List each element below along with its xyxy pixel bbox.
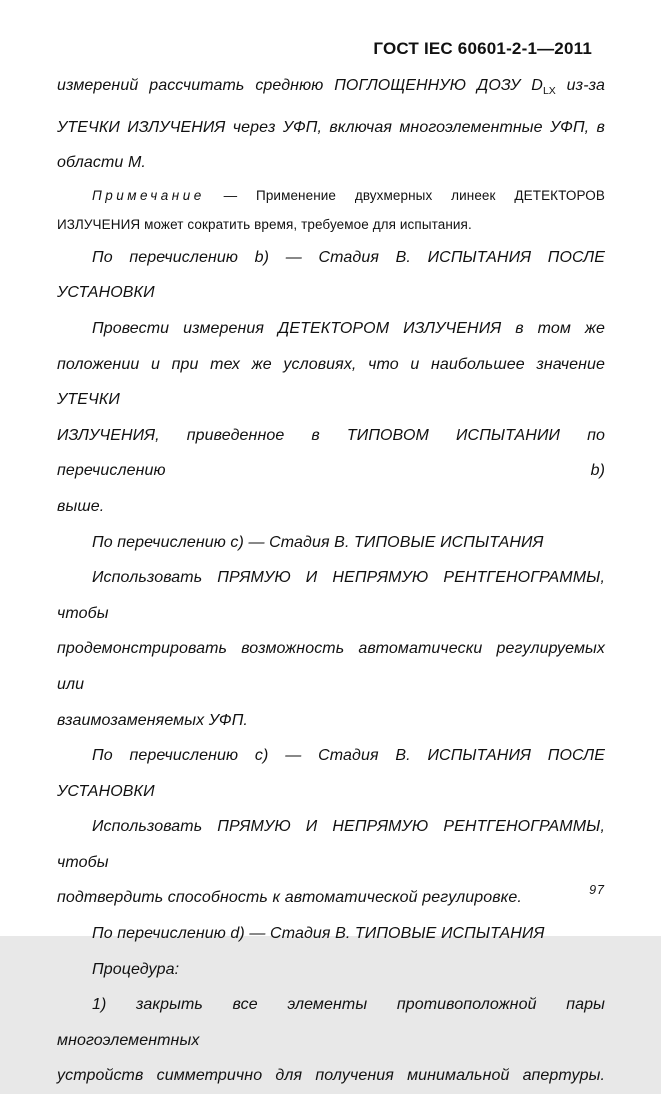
paragraph (57, 952, 605, 988)
text-line: Использовать ПРЯМУЮ И НЕПРЯМУЮ РЕНТГЕНОГРАММЫ, чтобы (57, 569, 605, 622)
text-line: По перечислению b) — Стадия В. ИСПЫТАНИЯ ПОСЛЕ (92, 248, 605, 266)
document-header-standard-number: ГОСТ IEC 60601-2-1—2011 (373, 39, 592, 58)
text-line: ИЗЛУЧЕНИЯ может сократить время, требуемое для испытания. (57, 217, 472, 233)
text-line: По перечислению d) — Стадия В. ТИПОВЫЕ ИСПЫТАНИЯ (92, 925, 545, 943)
paragraph (57, 311, 605, 525)
paragraph (57, 560, 605, 738)
text-line: 1) закрыть все элементы противоположной пары многоэлементных (57, 996, 605, 1049)
note-term-label: Примечание (92, 187, 205, 203)
text-line: УСТАНОВКИ (57, 284, 155, 302)
paragraph (57, 987, 605, 1094)
paragraph (57, 809, 605, 916)
text-line (57, 181, 605, 211)
text-line: УСТАНОВКИ (57, 782, 155, 800)
paragraph (57, 916, 605, 952)
document-body (57, 68, 605, 1094)
paragraph (57, 68, 605, 181)
text-line: Использовать ПРЯМУЮ И НЕПРЯМУЮ РЕНТГЕНОГРАММЫ, чтобы (57, 818, 605, 871)
text-line: области М. (57, 154, 146, 172)
text-line: продемонстрировать возможность автоматически регулируемых или (57, 640, 605, 693)
text-line: устройств симметрично для получения минимальной апертуры. (57, 1067, 605, 1085)
note-paragraph (57, 181, 605, 240)
paragraph (57, 525, 605, 561)
page-number: 97 (589, 883, 605, 897)
paragraph (57, 738, 605, 809)
text-line: взаимозаменяемых УФП. (57, 711, 248, 729)
text-segment: измерений рассчитать среднюю ПОГЛОЩЕННУЮ ДОЗУ D (57, 77, 543, 94)
text-segment: — Применение двухмерных линеек ДЕТЕКТОРОВ (204, 187, 605, 203)
text-line: подтвердить способность к автоматической регулировке. (57, 889, 522, 907)
text-line: По перечислению c) — Стадия В. ТИПОВЫЕ ИСПЫТАНИЯ (92, 533, 544, 551)
text-line: Провести измерения ДЕТЕКТОРОМ ИЗЛУЧЕНИЯ в том же (92, 319, 605, 337)
text-line: выше. (57, 497, 105, 515)
text-segment: из-за (555, 77, 605, 94)
subscript-text: LX (542, 85, 556, 97)
paragraph (57, 240, 605, 311)
text-line: ИЗЛУЧЕНИЯ, приведенное в ТИПОВОМ ИСПЫТАНИИ по перечислению b) (57, 426, 605, 480)
text-line: положении и при тех же условиях, что и наибольшее значение УТЕЧКИ (57, 355, 605, 409)
text-line: По перечислению c) — Стадия В. ИСПЫТАНИЯ ПОСЛЕ (92, 747, 605, 765)
text-line: УТЕЧКИ ИЗЛУЧЕНИЯ через УФП, включая многоэлементные УФП, в (57, 118, 605, 136)
text-line: Процедура: (92, 960, 180, 978)
text-line (57, 68, 605, 110)
